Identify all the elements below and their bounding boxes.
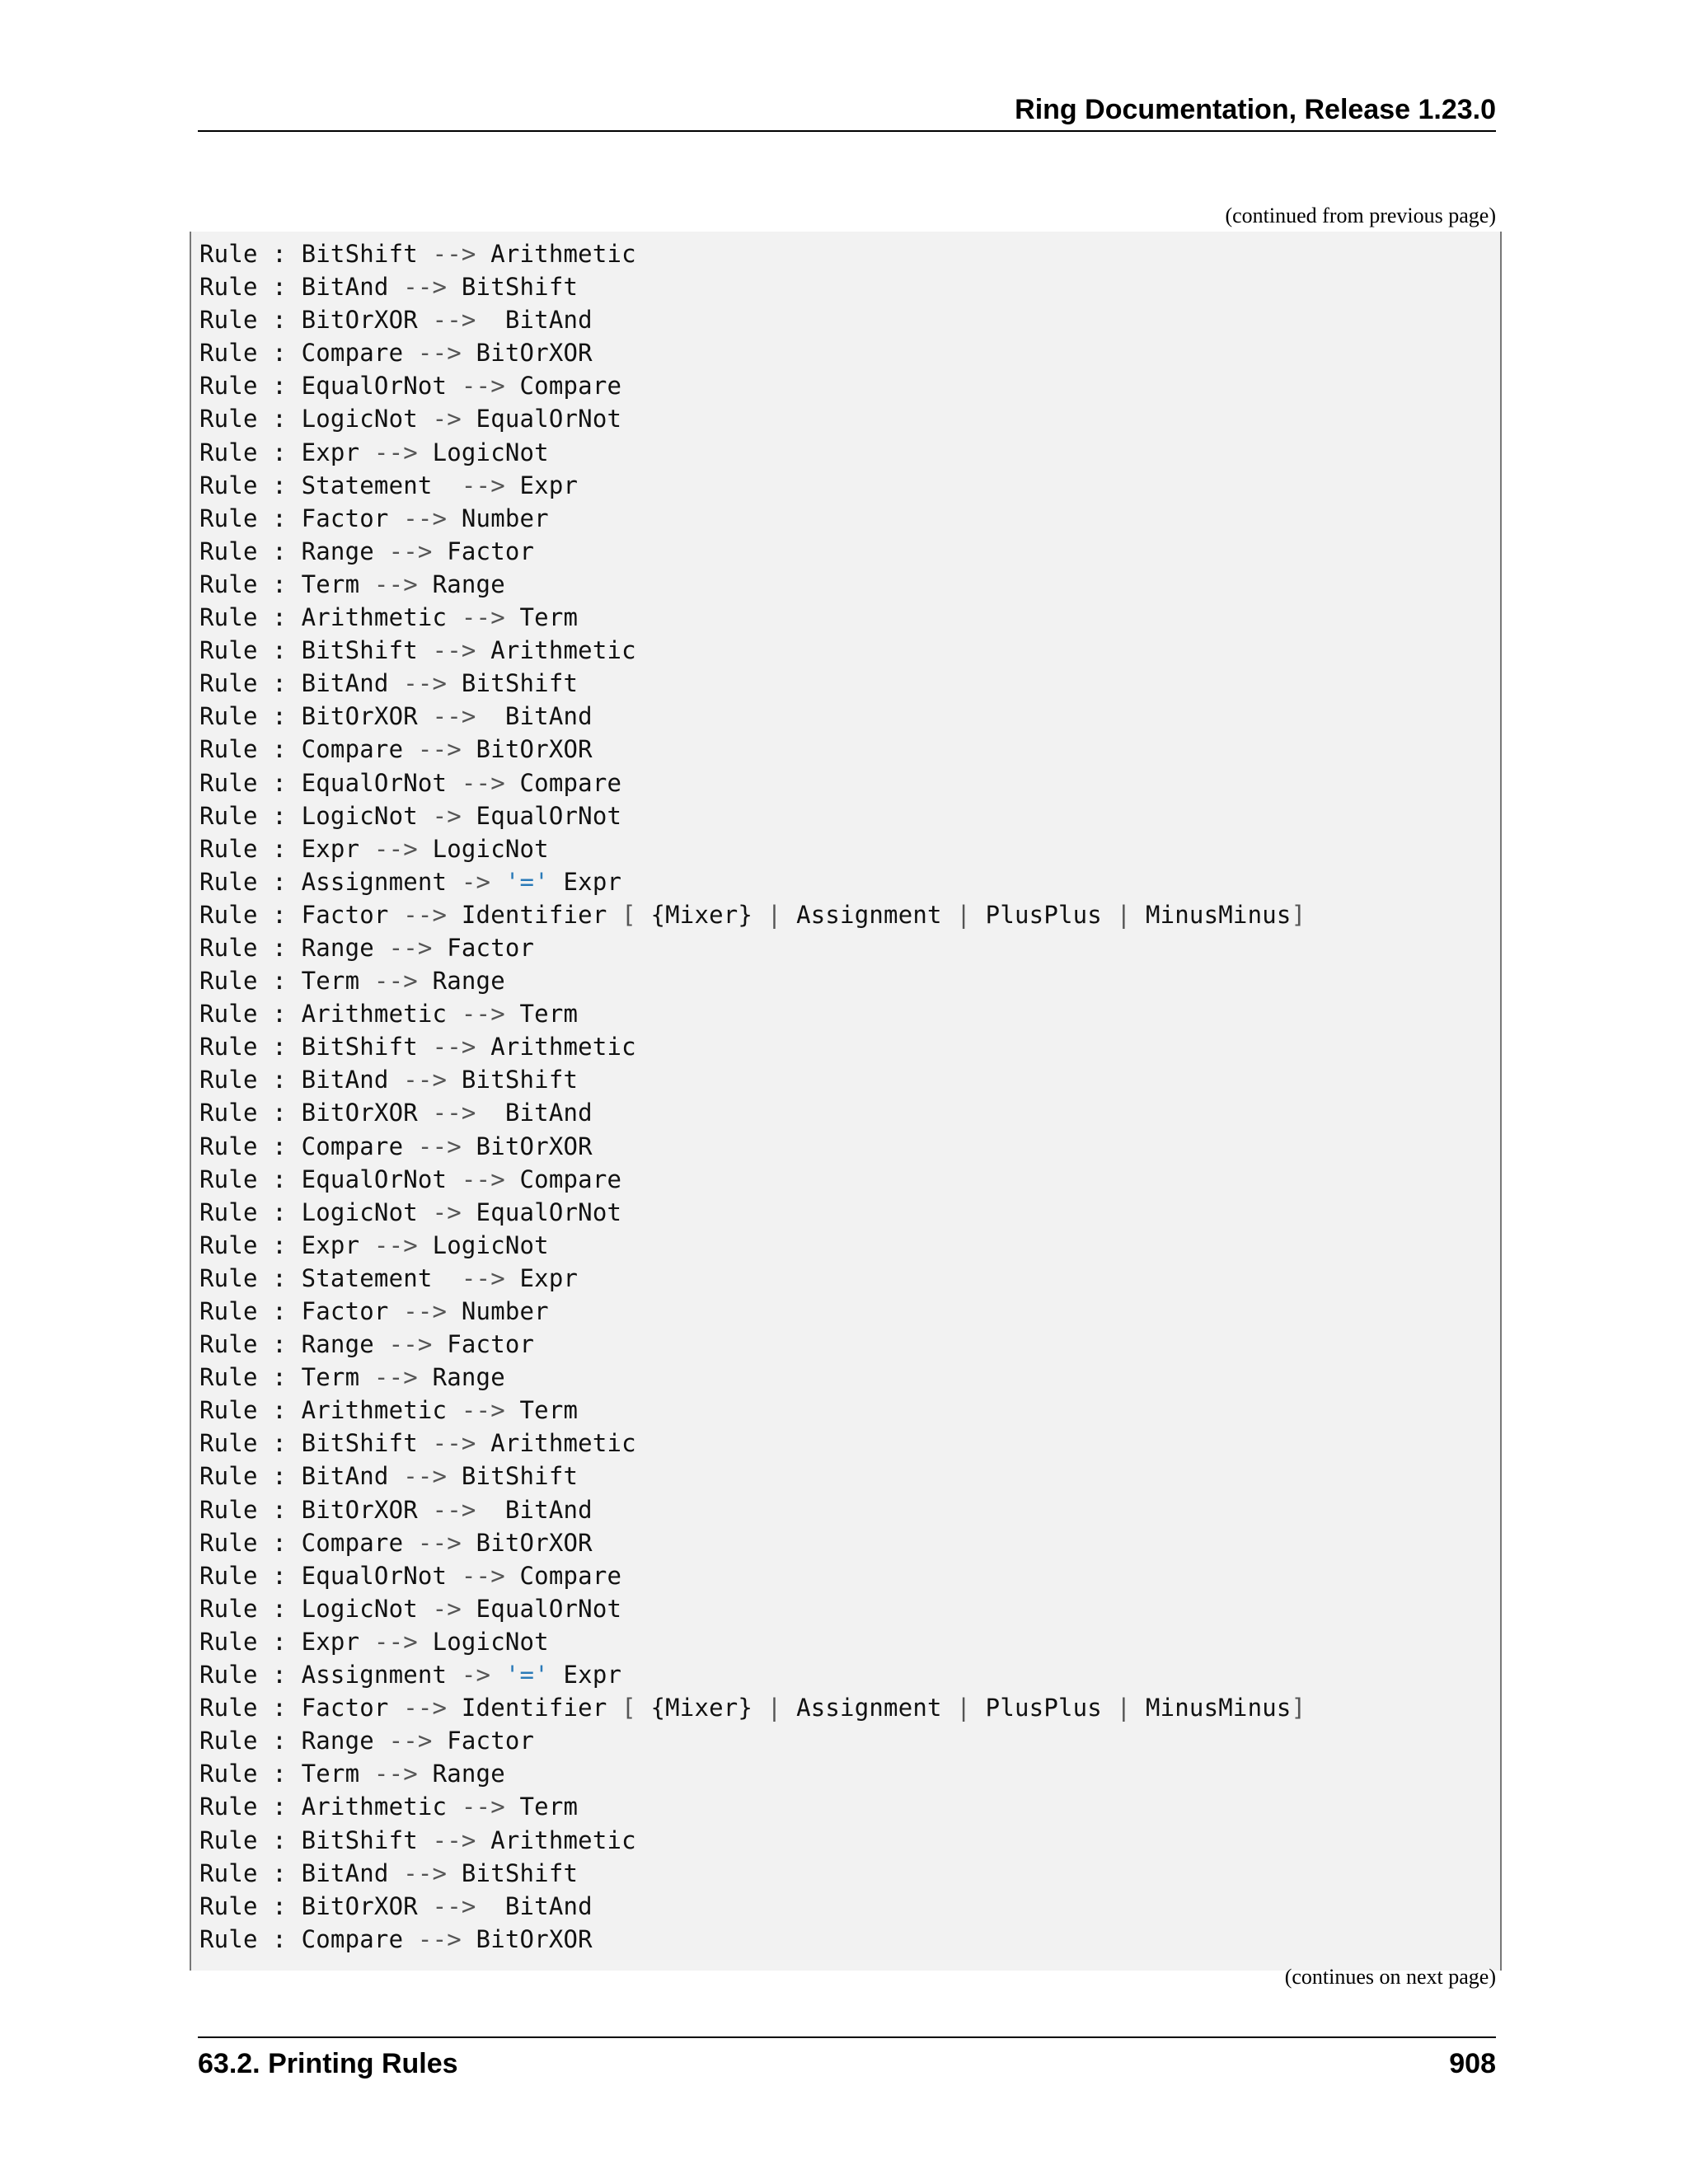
code-line: Rule : Factor --> Number bbox=[199, 504, 549, 532]
code-line: Rule : EqualOrNot --> Compare bbox=[199, 1561, 622, 1590]
code-line: Rule : BitAnd --> BitShift bbox=[199, 1066, 579, 1094]
code-line: Rule : BitOrXOR --> BitAnd bbox=[199, 702, 593, 731]
continues-on-note: (continues on next page) bbox=[1284, 1965, 1496, 1989]
code-line: Rule : LogicNot -> EqualOrNot bbox=[199, 1197, 622, 1226]
code-line: Rule : Compare --> BitOrXOR bbox=[199, 339, 593, 368]
code-line: Rule : Term --> Range bbox=[199, 569, 505, 598]
code-block bbox=[190, 232, 1502, 1971]
code-line: Rule : Compare --> BitOrXOR bbox=[199, 1132, 593, 1160]
code-line: Rule : BitShift --> Arithmetic bbox=[199, 1033, 636, 1062]
code-line: Rule : Assignment -> '=' Expr bbox=[199, 1661, 622, 1690]
page-number: 908 bbox=[1449, 2048, 1496, 2079]
code-line: Rule : Compare --> BitOrXOR bbox=[199, 1528, 593, 1557]
code-line: Rule : Range --> Factor bbox=[199, 1727, 535, 1755]
code-line: Rule : Expr --> LogicNot bbox=[199, 834, 549, 863]
code-line: Rule : BitShift --> Arithmetic bbox=[199, 240, 636, 268]
code-line: Rule : BitAnd --> BitShift bbox=[199, 1462, 579, 1491]
code-line: Rule : Factor --> Identifier [ {Mixer} | Assignment | PlusPlus | MinusMinus] bbox=[199, 1694, 1306, 1722]
code-line: Rule : Factor --> Number bbox=[199, 1297, 549, 1325]
code-line: Rule : Term --> Range bbox=[199, 967, 505, 996]
code-line: Rule : Arithmetic --> Term bbox=[199, 1000, 579, 1029]
code-line: Rule : BitOrXOR --> BitAnd bbox=[199, 1099, 593, 1127]
code-line: Rule : Statement --> Expr bbox=[199, 471, 579, 499]
code-lines bbox=[199, 237, 1306, 1956]
code-line: Rule : BitShift --> Arithmetic bbox=[199, 1429, 636, 1458]
code-line: Rule : Factor --> Identifier [ {Mixer} | Assignment | PlusPlus | MinusMinus] bbox=[199, 900, 1306, 929]
code-line: Rule : EqualOrNot --> Compare bbox=[199, 372, 622, 401]
code-line: Rule : BitOrXOR --> BitAnd bbox=[199, 306, 593, 335]
code-line: Rule : Range --> Factor bbox=[199, 1330, 535, 1359]
code-line: Rule : Expr --> LogicNot bbox=[199, 1627, 549, 1656]
code-line: Rule : Compare --> BitOrXOR bbox=[199, 735, 593, 764]
page-footer bbox=[198, 2036, 1496, 2088]
code-line: Rule : BitShift --> Arithmetic bbox=[199, 636, 636, 665]
code-line: Rule : EqualOrNot --> Compare bbox=[199, 768, 622, 797]
code-line: Rule : LogicNot -> EqualOrNot bbox=[199, 1594, 622, 1623]
code-line: Rule : Arithmetic --> Term bbox=[199, 603, 579, 632]
code-line: Rule : LogicNot -> EqualOrNot bbox=[199, 801, 622, 830]
section-title: 63.2. Printing Rules bbox=[198, 2048, 458, 2079]
code-line: Rule : BitOrXOR --> BitAnd bbox=[199, 1495, 593, 1524]
code-line: Rule : Arithmetic --> Term bbox=[199, 1793, 579, 1821]
code-line: Rule : Term --> Range bbox=[199, 1760, 505, 1788]
code-line: Rule : Statement --> Expr bbox=[199, 1263, 579, 1292]
code-line: Rule : BitAnd --> BitShift bbox=[199, 1858, 579, 1887]
code-line: Rule : BitOrXOR --> BitAnd bbox=[199, 1891, 593, 1920]
code-line: Rule : Range --> Factor bbox=[199, 537, 535, 565]
continued-from-note: (continued from previous page) bbox=[1225, 204, 1496, 227]
code-line: Rule : EqualOrNot --> Compare bbox=[199, 1165, 622, 1193]
code-line: Rule : Assignment -> '=' Expr bbox=[199, 867, 622, 896]
code-line: Rule : Compare --> BitOrXOR bbox=[199, 1924, 593, 1953]
code-line: Rule : Range --> Factor bbox=[199, 933, 535, 962]
code-line: Rule : Expr --> LogicNot bbox=[199, 438, 549, 466]
page-header bbox=[198, 89, 1496, 132]
code-line: Rule : Expr --> LogicNot bbox=[199, 1230, 549, 1259]
code-line: Rule : Term --> Range bbox=[199, 1363, 505, 1392]
code-line: Rule : BitAnd --> BitShift bbox=[199, 273, 579, 302]
code-line: Rule : BitAnd --> BitShift bbox=[199, 669, 579, 698]
code-line: Rule : BitShift --> Arithmetic bbox=[199, 1825, 636, 1854]
document-title: Ring Documentation, Release 1.23.0 bbox=[1015, 94, 1496, 125]
code-line: Rule : Arithmetic --> Term bbox=[199, 1396, 579, 1425]
code-line: Rule : LogicNot -> EqualOrNot bbox=[199, 405, 622, 434]
